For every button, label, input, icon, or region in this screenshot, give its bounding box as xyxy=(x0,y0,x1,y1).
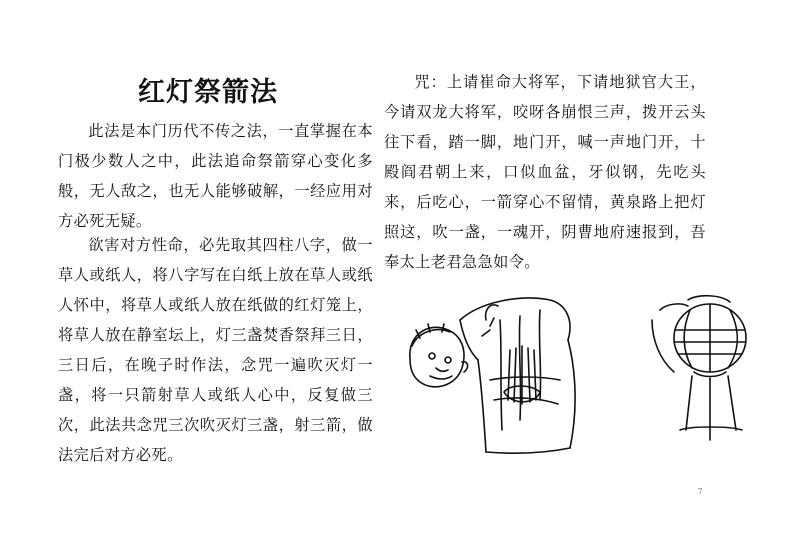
figure-robe xyxy=(460,298,575,453)
figure-illustration xyxy=(390,280,750,460)
page-title: 红灯祭箭法 xyxy=(138,77,278,108)
intro-paragraph: 此法是本门历代不传之法，一直掌握在本门极少数人之中，此法追命祭箭穿心变化多般，无人敌之，也无人能够破解，一经应用对方必死无疑。 xyxy=(58,122,373,230)
page-number: 7 xyxy=(698,488,703,496)
method-paragraph: 欲害对方性命，必先取其四柱八字，做一草人或纸人，将八字写在白纸上放在草人或纸人怀中，将草人或纸人放在纸做的红灯笼上，将草人放在静室坛上，灯三盏焚香祭拜三日，三日后，在晚子时作法，念咒一遍吹灭灯一盏，将一只箭射草人或纸人心中，反复做三次，此法共念咒三次吹灭灯三盏，射三箭，做法完后对方必死。 xyxy=(58,236,373,464)
figure-head xyxy=(410,324,468,387)
figure-hands-arrows xyxy=(482,305,540,404)
incantation-paragraph: 咒：上请崔命大将军，下请地狱官大王，今请双龙大将军，咬呀各崩恨三声，拨开云头往下看，踏一脚，地门开，喊一声地门开，十殿阎君朝上来，口似血盆，牙似钢，先吃头来，后吃心，一箭穿心不留情，黄泉路上把灯照这，吹一盏，一魂开，阴曹地府速报到，吾奉太上老君急急如令。 xyxy=(384,73,706,271)
lantern-drawing xyxy=(652,296,746,440)
